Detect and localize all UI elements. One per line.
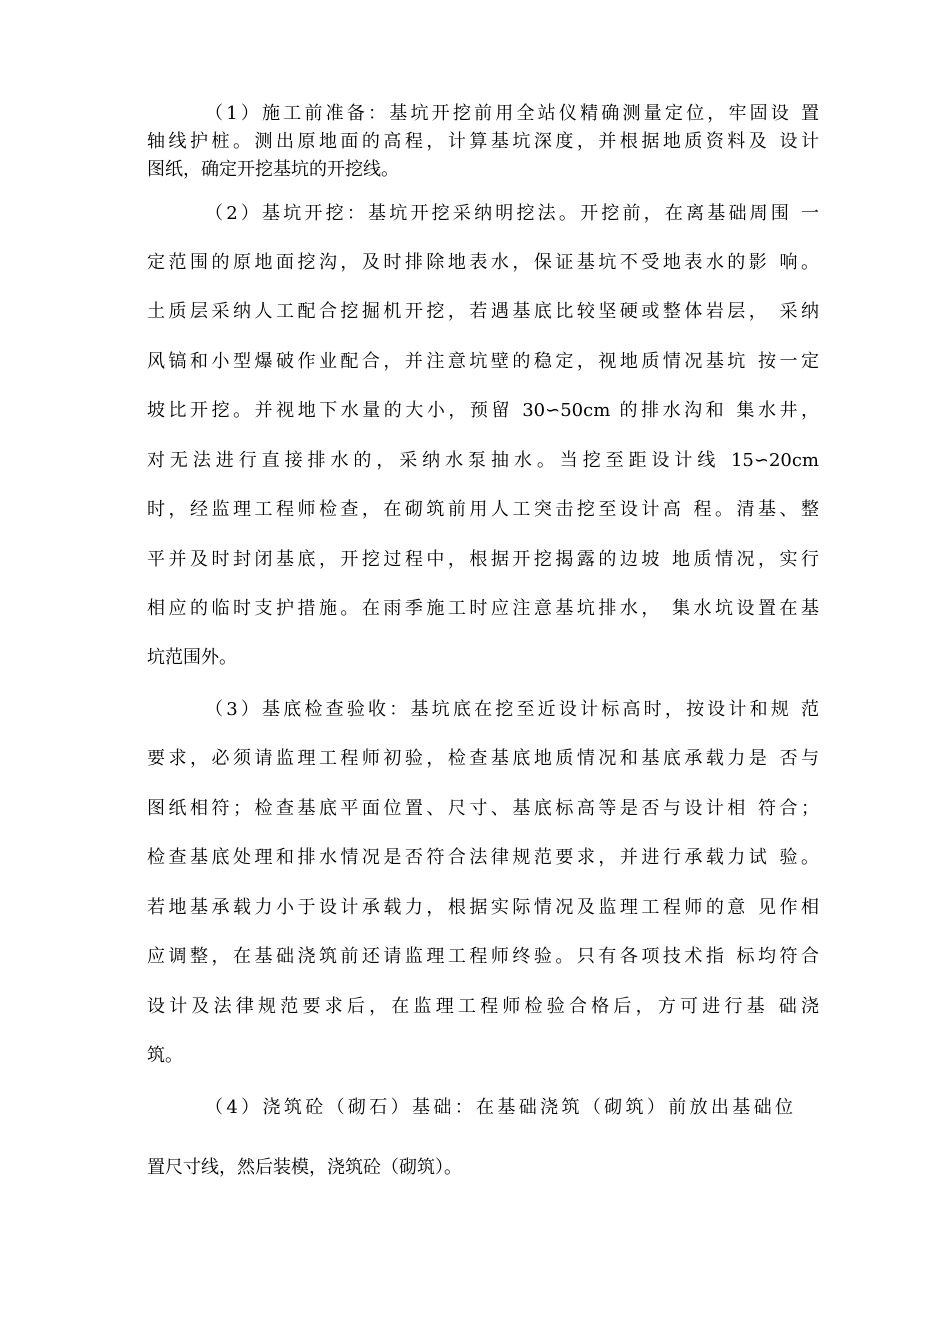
paragraph-3-line-6: 应调整，在基础浇筑前还请监理工程师终验。只有各项技术指 标均符合 bbox=[147, 946, 819, 967]
paragraph-3-line-1: （3）基底检查验收：基坑底在挖至近设计标高时，按设计和规 范 bbox=[205, 699, 819, 720]
paragraph-1-line-2: 轴线护桩。测出原地面的高程，计算基坑深度，并根据地质资料及 设计 bbox=[147, 131, 819, 152]
paragraph-2-line-1: （2）基坑开挖：基坑开挖采纳明挖法。开挖前，在离基础周围 一 bbox=[205, 203, 819, 224]
paragraph-1-line-3: 图纸，确定开挖基坑的开挖线。 bbox=[147, 159, 399, 180]
paragraph-2-line-6: 对无法进行直接排水的，采纳水泵抽水。当挖至距设计线 15∽20cm bbox=[147, 450, 819, 471]
paragraph-3-line-2: 要求，必须请监理工程师初验，检查基底地质情况和基底承载力是 否与 bbox=[147, 748, 819, 769]
paragraph-4-line-2: 置尺寸线，然后装模，浇筑砼（砌筑）。 bbox=[147, 1157, 462, 1178]
paragraph-3-line-8: 筑。 bbox=[147, 1045, 183, 1066]
paragraph-3-line-4: 检查基底处理和排水情况是否符合法律规范要求，并进行承载力试 验。 bbox=[147, 847, 819, 868]
paragraph-2-line-10: 坑范围外。 bbox=[147, 647, 237, 668]
paragraph-2-line-9: 相应的临时支护措施。在雨季施工时应注意基坑排水， 集水坑设置在基 bbox=[147, 598, 819, 619]
paragraph-2-line-8: 平并及时封闭基底，开挖过程中，根据开挖揭露的边坡 地质情况，实行 bbox=[147, 549, 819, 570]
paragraph-2-line-3: 土质层采纳人工配合挖掘机开挖，若遇基底比较坚硬或整体岩层， 采纳 bbox=[147, 301, 819, 322]
paragraph-1-line-1: （1）施工前准备：基坑开挖前用全站仪精确测量定位，牢固设 置 bbox=[205, 103, 819, 124]
paragraph-2-line-7: 时，经监理工程师检查，在砌筑前用人工突击挖至设计高 程。清基、整 bbox=[147, 499, 819, 520]
paragraph-2-line-4: 风镐和小型爆破作业配合，并注意坑壁的稳定，视地质情况基坑 按一定 bbox=[147, 351, 819, 372]
paragraph-3-line-3: 图纸相符；检查基底平面位置、尺寸、基底标高等是否与设计相 符合； bbox=[147, 798, 819, 819]
paragraph-4-line-1: （4）浇筑砼（砌石）基础：在基础浇筑（砌筑）前放出基础位 bbox=[205, 1097, 793, 1118]
paragraph-3-line-5: 若地基承载力小于设计承载力，根据实际情况及监理工程师的意 见作相 bbox=[147, 897, 819, 918]
paragraph-3-line-7: 设计及法律规范要求后，在监理工程师检验合格后，方可进行基 础浇 bbox=[147, 996, 819, 1017]
paragraph-2-line-5: 坡比开挖。并视地下水量的大小，预留 30∽50cm 的排水沟和 集水井， bbox=[147, 400, 819, 421]
paragraph-2-line-2: 定范围的原地面挖沟，及时排除地表水，保证基坑不受地表水的影 响。 bbox=[147, 252, 819, 273]
